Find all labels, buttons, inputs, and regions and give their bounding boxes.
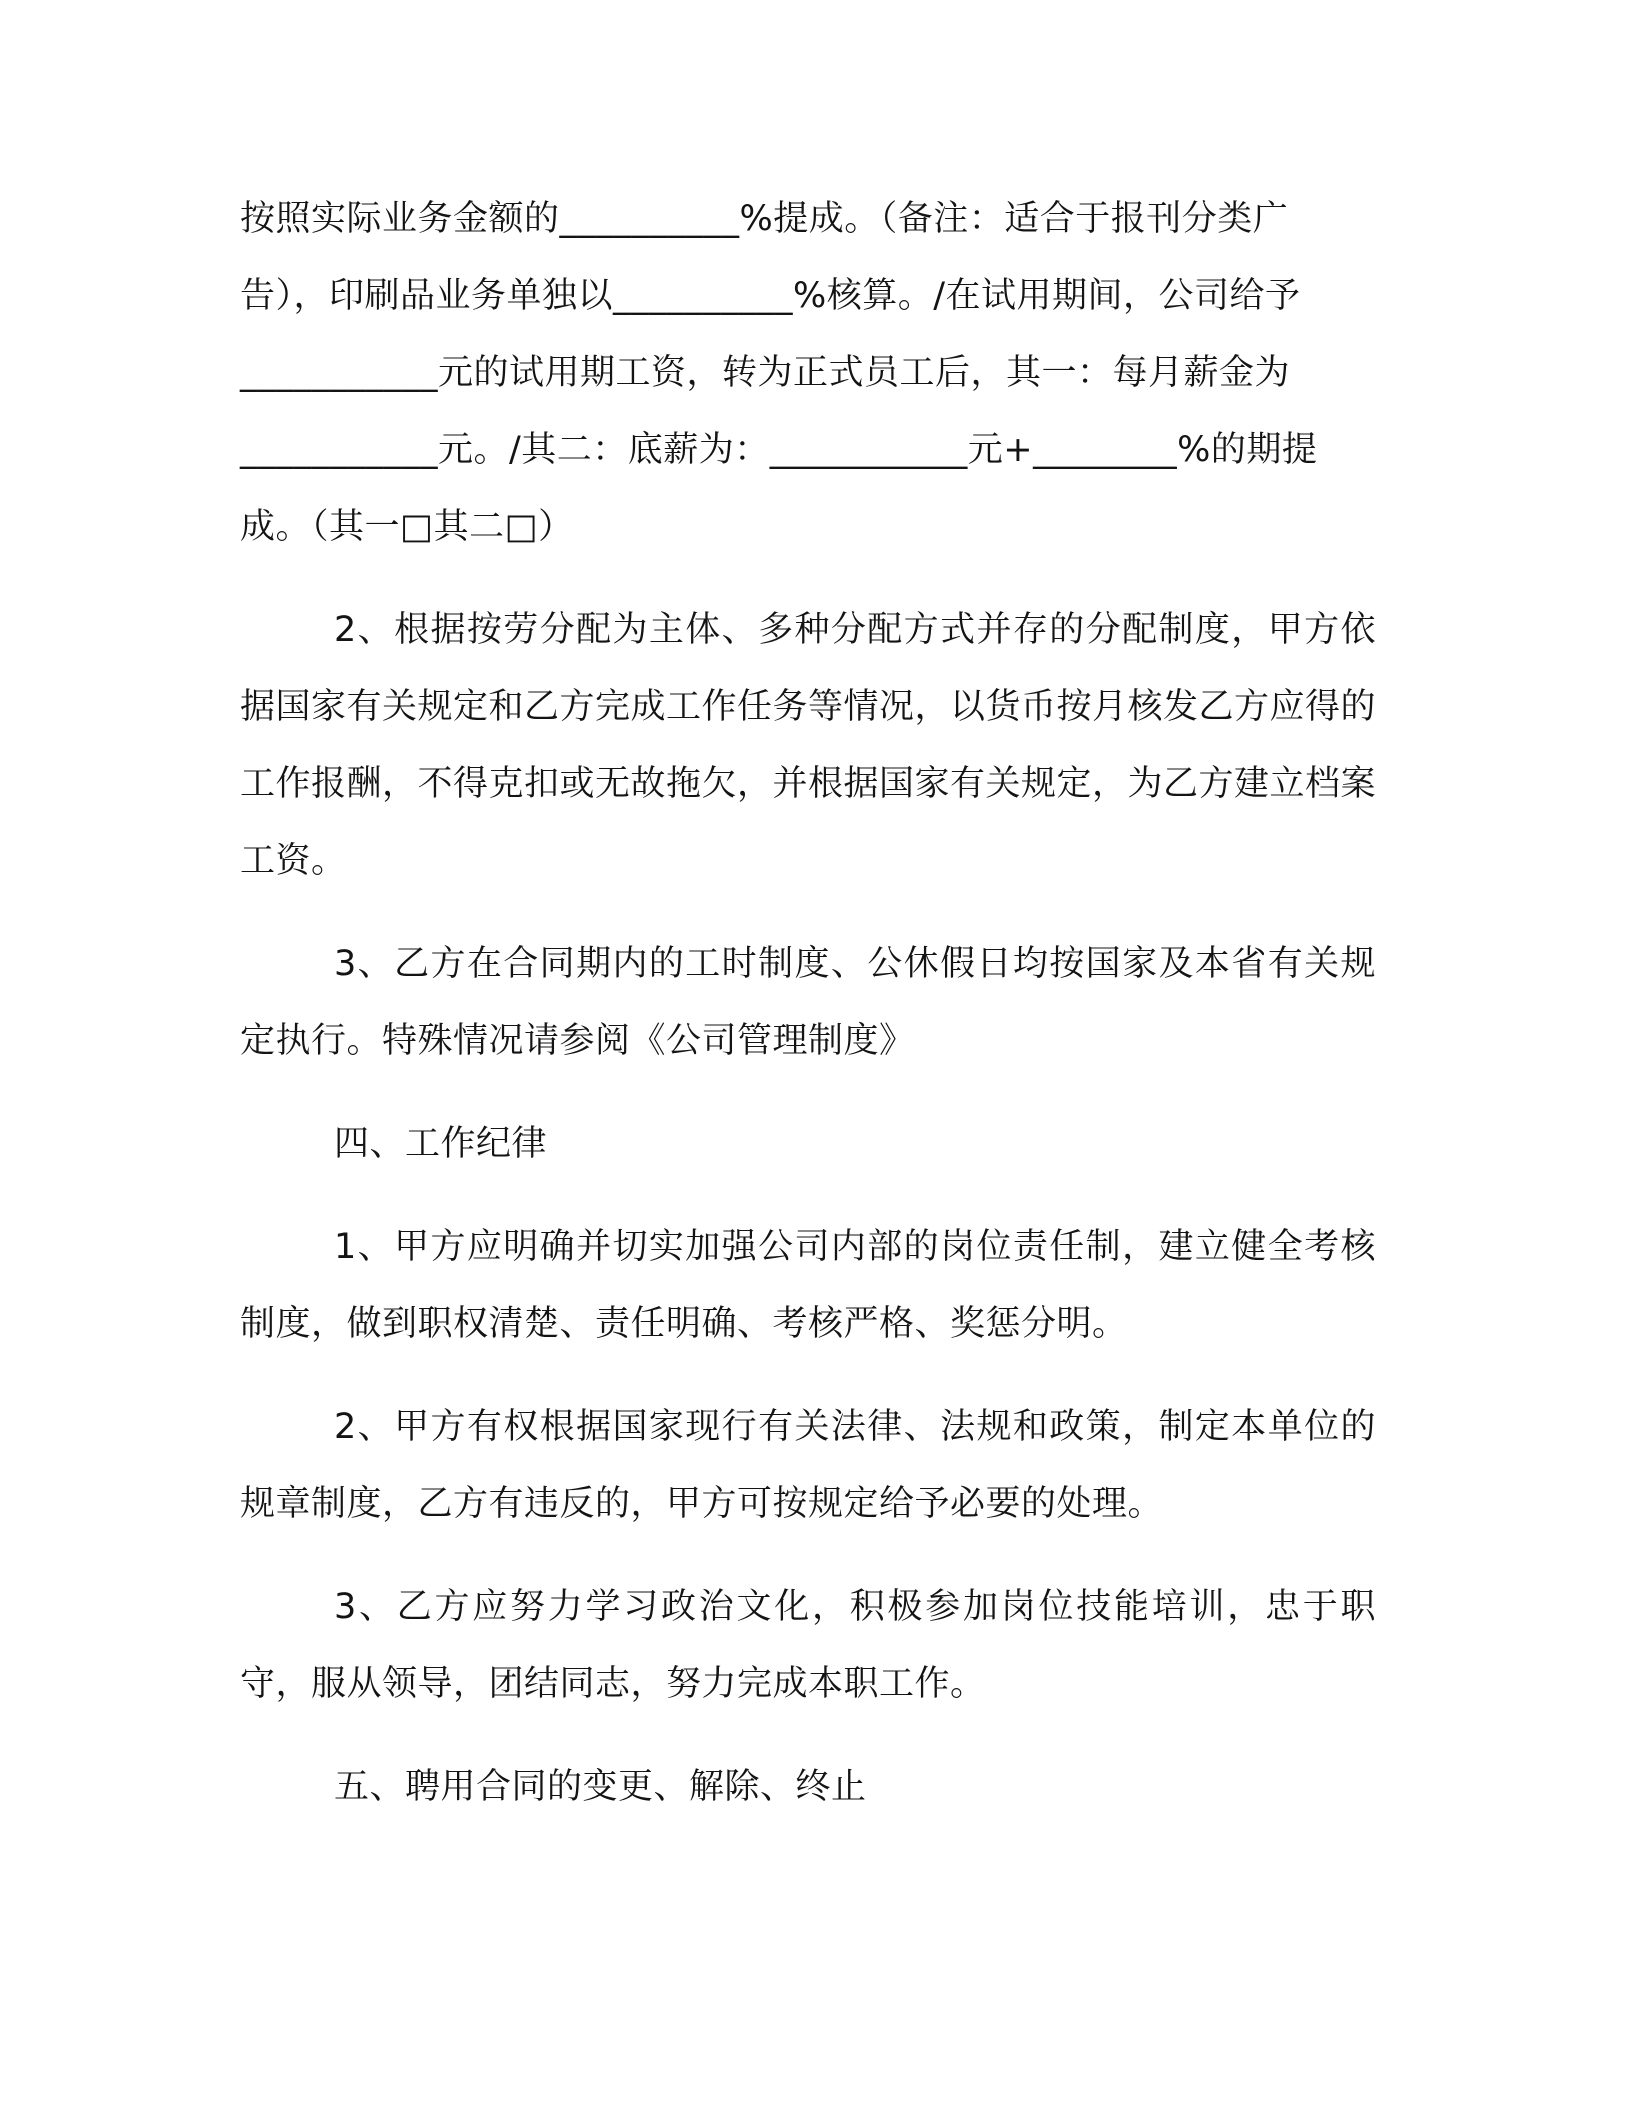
- paragraph-line: ___________元。/其二：底薪为：___________元+________%的期提: [240, 430, 1318, 470]
- document-body: [240, 181, 1376, 1852]
- paragraph-clause-3-3: 3、乙方在合同期内的工时制度、公休假日均按国家及本省有关规定执行。特殊情况请参阅《公司管理制度》: [240, 944, 1376, 1061]
- paragraph-line: ___________元的试用期工资，转为正式员工后，其一：每月薪金为: [240, 353, 1291, 393]
- paragraph-clause-4-2: 2、甲方有权根据国家现行有关法律、法规和政策，制定本单位的规章制度，乙方有违反的，甲方可按规定给予必要的处理。: [240, 1407, 1376, 1524]
- paragraph-clause-3-2: 2、根据按劳分配为主体、多种分配方式并存的分配制度，甲方依据国家有关规定和乙方完成工作任务等情况，以货币按月核发乙方应得的工作报酬，不得克扣或无故拖欠，并根据国家有关规定，为乙方建立档案工资。: [240, 610, 1377, 881]
- paragraph-line: 告），印刷品业务单独以__________%核算。/在试用期间，公司给予: [240, 276, 1301, 316]
- paragraph-line: 按照实际业务金额的__________%提成。（备注：适合于报刊分类广: [240, 199, 1289, 239]
- paragraph-line: 成。（其一□其二□）: [240, 507, 574, 547]
- section-heading-work-discipline: 四、工作纪律: [334, 1124, 548, 1164]
- paragraph-clause-4-1: 1、甲方应明确并切实加强公司内部的岗位责任制，建立健全考核制度，做到职权清楚、责任明确、考核严格、奖惩分明。: [240, 1227, 1376, 1344]
- section-heading-contract-change: 五、聘用合同的变更、解除、终止: [334, 1767, 867, 1807]
- paragraph-salary-terms: [240, 181, 1376, 566]
- paragraph-clause-4-3: 3、乙方应努力学习政治文化，积极参加岗位技能培训，忠于职守，服从领导，团结同志，努力完成本职工作。: [240, 1587, 1376, 1704]
